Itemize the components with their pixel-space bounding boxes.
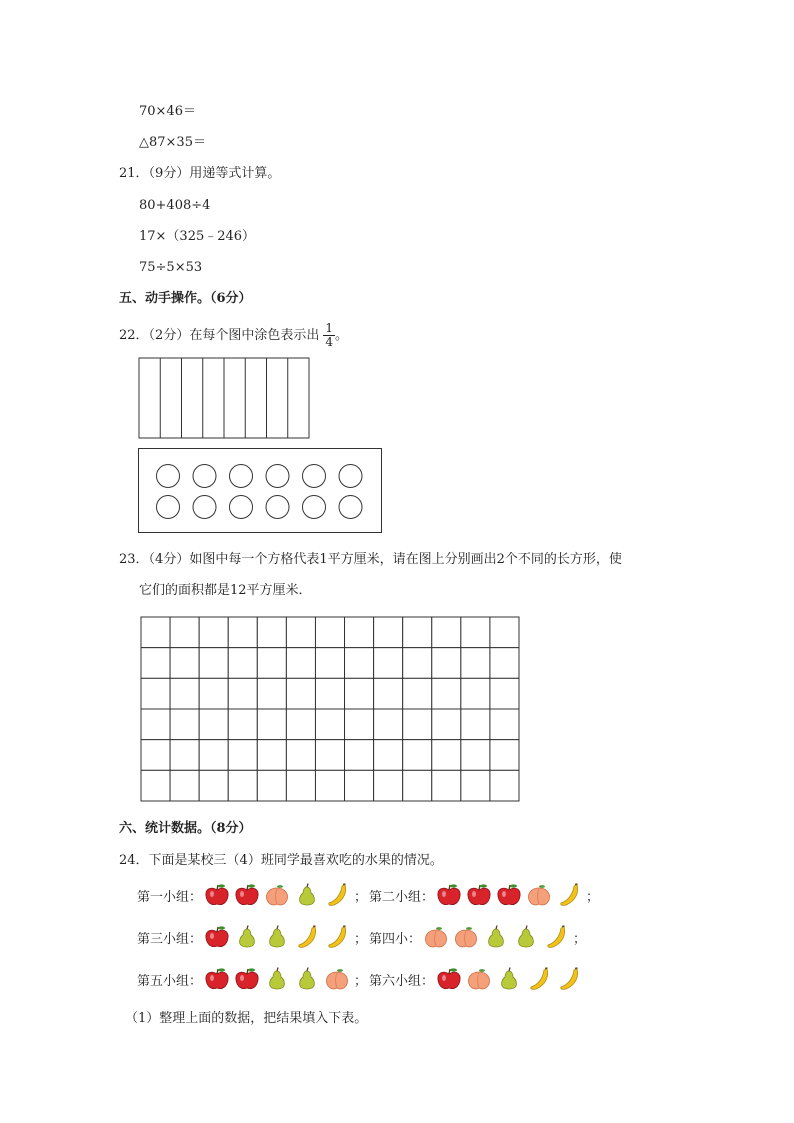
peach-leaf <box>466 927 472 930</box>
apple-body <box>438 972 460 988</box>
banana-icon-svg <box>292 924 322 950</box>
fruit-set <box>434 882 584 908</box>
apple-stem <box>217 927 218 932</box>
circles-svg <box>139 449 381 532</box>
grid-cell[interactable] <box>170 740 199 771</box>
banana-icon-svg <box>322 882 352 908</box>
grid-cell[interactable] <box>432 770 461 801</box>
pear-icon-svg <box>292 966 322 992</box>
grid-cell[interactable] <box>170 648 199 679</box>
pear-icon-svg <box>511 924 541 950</box>
grid-cell[interactable] <box>345 678 374 709</box>
group-label: 第五小组： <box>137 973 203 989</box>
grid-cell[interactable] <box>170 770 199 801</box>
apple-shine <box>442 891 446 897</box>
pear-stem <box>307 968 308 972</box>
apple-shine <box>210 933 214 939</box>
group-label: 第三小组： <box>137 931 203 947</box>
grid-cell[interactable] <box>141 678 170 709</box>
grid-cell[interactable] <box>490 678 519 709</box>
group-label: 第六小组： <box>369 973 435 989</box>
apple-body <box>438 888 460 904</box>
fraction-denominator: 4 <box>325 335 333 349</box>
grid-cell[interactable] <box>403 648 432 679</box>
pear-icon <box>481 924 511 950</box>
grid-cell[interactable] <box>490 617 519 648</box>
peach-icon-svg <box>322 966 352 992</box>
apple-leaf <box>218 884 225 887</box>
grid-cell[interactable] <box>432 709 461 740</box>
pear-icon <box>232 924 262 950</box>
peach-body <box>456 930 477 947</box>
peach-body <box>267 888 288 905</box>
grid-cell[interactable] <box>141 648 170 679</box>
peach-leaf <box>479 969 485 972</box>
grid-cell[interactable] <box>228 709 257 740</box>
question-22 <box>119 322 348 349</box>
peach-icon <box>524 882 554 908</box>
peach-leaf <box>337 969 343 972</box>
banana-body <box>329 927 346 947</box>
pear-icon <box>494 966 524 992</box>
apple-leaf <box>248 968 255 971</box>
banana-icon <box>322 882 352 908</box>
pear-body <box>489 929 504 947</box>
apple-icon-svg <box>232 882 262 908</box>
apple-icon <box>494 882 524 908</box>
banana-icon <box>524 966 554 992</box>
question-23-line-1: 23．（4分）如图中每一个方格代表1平方厘米，请在图上分别画出2个不同的长方形，使 <box>119 552 622 567</box>
peach-icon <box>262 882 292 908</box>
peach-icon-svg <box>451 924 481 950</box>
grid-cell[interactable] <box>141 617 170 648</box>
pear-icon <box>511 924 541 950</box>
question-24: 24．下面是某校三（4）班同学最喜欢吃的水果的情况。 <box>119 853 443 868</box>
grid-cell[interactable] <box>461 740 490 771</box>
grid-cell[interactable] <box>374 617 403 648</box>
circle-shape <box>339 496 362 519</box>
expression-75-div-5: 75÷5×53 <box>139 260 203 275</box>
grid-cell[interactable] <box>345 617 374 648</box>
grid-cell[interactable] <box>286 770 315 801</box>
pear-icon-svg <box>232 924 262 950</box>
pear-icon-svg <box>262 924 292 950</box>
grid-cell[interactable] <box>257 678 286 709</box>
grid-cell[interactable] <box>345 709 374 740</box>
fruit-set <box>421 924 571 950</box>
banana-icon-svg <box>322 924 352 950</box>
apple-icon <box>232 966 262 992</box>
grid-cell[interactable] <box>257 770 286 801</box>
pear-body <box>270 971 285 989</box>
apple-icon-svg <box>434 966 464 992</box>
banana-tip <box>575 884 578 885</box>
grid-cell[interactable] <box>403 770 432 801</box>
grid-cell[interactable] <box>141 740 170 771</box>
apple-stem <box>509 885 510 890</box>
apple-icon <box>464 882 494 908</box>
fraction-suffix: 。 <box>334 327 348 343</box>
apple-icon <box>202 966 232 992</box>
apple-icon <box>434 966 464 992</box>
grid-cell[interactable] <box>228 648 257 679</box>
grid-cell[interactable] <box>374 740 403 771</box>
pear-stem <box>277 968 278 972</box>
apple-leaf <box>450 884 457 887</box>
banana-icon-svg <box>554 882 584 908</box>
apple-stem <box>217 969 218 974</box>
square-grid[interactable] <box>140 616 521 803</box>
apple-stem <box>479 885 480 890</box>
apple-leaf <box>218 968 225 971</box>
grid-cell[interactable] <box>141 770 170 801</box>
banana-tip <box>343 884 346 885</box>
banana-tip <box>562 926 565 927</box>
apple-stem <box>247 885 248 890</box>
pear-icon-svg <box>292 882 322 908</box>
apple-body <box>206 888 228 904</box>
banana-body <box>329 885 346 905</box>
banana-body <box>548 927 565 947</box>
pear-stem <box>496 926 497 930</box>
group-separator: ； <box>354 889 368 905</box>
apple-icon-svg <box>494 882 524 908</box>
pear-stem <box>509 968 510 972</box>
apple-body <box>206 972 228 988</box>
grid-cell[interactable] <box>490 709 519 740</box>
pear-body <box>300 887 315 905</box>
pear-icon <box>292 966 322 992</box>
fruit-row-1 <box>137 882 601 908</box>
grid-cell[interactable] <box>228 678 257 709</box>
peach-body <box>469 972 490 989</box>
apple-body <box>236 972 258 988</box>
grid-cell[interactable] <box>374 709 403 740</box>
banana-icon <box>554 966 584 992</box>
circle-shape <box>157 496 180 519</box>
square-grid-svg[interactable] <box>140 616 521 803</box>
grid-cell[interactable] <box>170 678 199 709</box>
group-separator: ； <box>573 931 587 947</box>
circles-figure <box>138 448 382 533</box>
pear-stem <box>526 926 527 930</box>
peach-icon <box>322 966 352 992</box>
grid-cell[interactable] <box>315 709 344 740</box>
apple-stem <box>247 969 248 974</box>
banana-tip <box>545 968 548 969</box>
apple-shine <box>240 891 244 897</box>
banana-body <box>531 969 548 989</box>
banana-icon-svg <box>554 966 584 992</box>
apple-leaf <box>510 884 517 887</box>
strip-rectangle-figure <box>138 357 310 439</box>
apple-leaf <box>450 968 457 971</box>
circle-shape <box>266 465 289 488</box>
circle-shape <box>303 465 326 488</box>
apple-shine <box>210 975 214 981</box>
apple-stem <box>449 969 450 974</box>
apple-stem <box>449 885 450 890</box>
grid-cell[interactable] <box>461 709 490 740</box>
grid-cell[interactable] <box>286 648 315 679</box>
grid-cell[interactable] <box>286 709 315 740</box>
pear-body <box>519 929 534 947</box>
pear-icon <box>262 924 292 950</box>
apple-leaf <box>480 884 487 887</box>
grid-cell[interactable] <box>432 617 461 648</box>
apple-shine <box>502 891 506 897</box>
peach-icon <box>421 924 451 950</box>
group-separator: ； <box>354 931 368 947</box>
peach-icon <box>464 966 494 992</box>
apple-icon-svg <box>434 882 464 908</box>
apple-shine <box>210 891 214 897</box>
grid-cell[interactable] <box>141 709 170 740</box>
grid-cell[interactable] <box>461 617 490 648</box>
grid-cell[interactable] <box>374 770 403 801</box>
pear-stem <box>277 926 278 930</box>
grid-cell[interactable] <box>461 648 490 679</box>
apple-body <box>468 888 490 904</box>
grid-cell[interactable] <box>432 678 461 709</box>
apple-shine <box>240 975 244 981</box>
expression-17-times: 17×（325﹣246） <box>139 229 256 244</box>
circle-shape <box>157 465 180 488</box>
peach-body <box>327 972 348 989</box>
apple-body <box>206 930 228 946</box>
grid-cell[interactable] <box>199 740 228 771</box>
circle-shape <box>230 496 253 519</box>
section-five-heading: 五、动手操作。（6分） <box>119 291 252 306</box>
grid-cell[interactable] <box>374 648 403 679</box>
pear-stem <box>307 884 308 888</box>
expression-70x46: 70×46＝ <box>139 104 196 119</box>
group-label: 第二小组： <box>369 889 435 905</box>
peach-body <box>529 888 550 905</box>
apple-icon-svg <box>232 966 262 992</box>
grid-cell[interactable] <box>345 770 374 801</box>
circle-shape <box>193 465 216 488</box>
expression-87x35: △87×35＝ <box>139 135 206 150</box>
grid-cell[interactable] <box>170 617 199 648</box>
apple-stem <box>217 885 218 890</box>
peach-body <box>426 930 447 947</box>
group-label: 第四小： <box>369 931 422 947</box>
banana-icon <box>292 924 322 950</box>
grid-cell[interactable] <box>199 617 228 648</box>
circle-shape <box>193 496 216 519</box>
grid-cell[interactable] <box>374 678 403 709</box>
circle-shape <box>303 496 326 519</box>
banana-body <box>561 885 578 905</box>
apple-body <box>236 888 258 904</box>
pear-body <box>270 929 285 947</box>
grid-cell[interactable] <box>257 648 286 679</box>
banana-icon-svg <box>524 966 554 992</box>
grid-cell[interactable] <box>257 740 286 771</box>
grid-cell[interactable] <box>403 617 432 648</box>
fruit-set <box>434 966 584 992</box>
peach-icon-svg <box>421 924 451 950</box>
fruit-set <box>202 882 352 908</box>
grid-cell[interactable] <box>199 648 228 679</box>
subquestion-1: （1）整理上面的数据，把结果填入下表。 <box>125 1011 368 1026</box>
fraction-numerator: 1 <box>325 321 333 335</box>
peach-icon <box>451 924 481 950</box>
question-23-line-2: 它们的面积都是12平方厘米． <box>139 583 312 598</box>
grid-cell[interactable] <box>170 709 199 740</box>
grid-cell[interactable] <box>490 648 519 679</box>
grid-cell[interactable] <box>432 648 461 679</box>
banana-icon <box>541 924 571 950</box>
banana-tip <box>575 968 578 969</box>
banana-icon-svg <box>541 924 571 950</box>
apple-icon-svg <box>202 966 232 992</box>
grid-cell[interactable] <box>345 740 374 771</box>
question-21: 21．（9分）用递等式计算。 <box>119 166 281 181</box>
grid-cell[interactable] <box>315 678 344 709</box>
grid-cell[interactable] <box>228 740 257 771</box>
grid-cell[interactable] <box>315 648 344 679</box>
apple-icon <box>232 882 262 908</box>
banana-tip <box>313 926 316 927</box>
grid-cell[interactable] <box>345 648 374 679</box>
peach-icon-svg <box>464 966 494 992</box>
grid-cell[interactable] <box>315 617 344 648</box>
pear-body <box>300 971 315 989</box>
grid-cell[interactable] <box>257 617 286 648</box>
grid-cell[interactable] <box>228 617 257 648</box>
pear-stem <box>247 926 248 930</box>
grid-cell[interactable] <box>461 678 490 709</box>
pear-icon-svg <box>262 966 292 992</box>
grid-cell[interactable] <box>199 709 228 740</box>
apple-body <box>498 888 520 904</box>
fruit-set <box>202 966 352 992</box>
grid-cell[interactable] <box>490 770 519 801</box>
pear-icon-svg <box>494 966 524 992</box>
grid-cell[interactable] <box>461 770 490 801</box>
grid-cell[interactable] <box>286 678 315 709</box>
circle-shape <box>266 496 289 519</box>
apple-icon <box>202 882 232 908</box>
apple-shine <box>442 975 446 981</box>
grid-cell[interactable] <box>403 740 432 771</box>
grid-cell[interactable] <box>432 740 461 771</box>
peach-leaf <box>539 885 545 888</box>
pear-icon-svg <box>481 924 511 950</box>
fruit-row-2 <box>137 924 588 950</box>
circle-shape <box>230 465 253 488</box>
question-22-text: 22．（2分）在每个图中涂色表示出 <box>119 327 320 343</box>
grid-cell[interactable] <box>199 678 228 709</box>
grid-cell[interactable] <box>403 678 432 709</box>
banana-body <box>561 969 578 989</box>
section-six-heading: 六、统计数据。（8分） <box>119 821 252 836</box>
pear-icon <box>262 966 292 992</box>
banana-icon <box>322 924 352 950</box>
apple-icon-svg <box>202 882 232 908</box>
grid-cell[interactable] <box>199 770 228 801</box>
pear-icon <box>292 882 322 908</box>
grid-cell[interactable] <box>403 709 432 740</box>
grid-cell[interactable] <box>315 770 344 801</box>
apple-leaf <box>248 884 255 887</box>
grid-cell[interactable] <box>490 740 519 771</box>
apple-icon-svg <box>202 924 232 950</box>
peach-leaf <box>436 927 442 930</box>
apple-icon <box>202 924 232 950</box>
circle-shape <box>339 465 362 488</box>
peach-icon-svg <box>262 882 292 908</box>
grid-cell[interactable] <box>286 617 315 648</box>
banana-body <box>299 927 316 947</box>
peach-icon-svg <box>524 882 554 908</box>
grid-cell[interactable] <box>286 740 315 771</box>
group-label: 第一小组： <box>137 889 203 905</box>
group-separator: ； <box>586 889 600 905</box>
fruit-set <box>202 924 352 950</box>
fruit-row-3 <box>137 966 584 992</box>
grid-cell[interactable] <box>257 709 286 740</box>
apple-shine <box>472 891 476 897</box>
pear-body <box>502 971 517 989</box>
banana-tip <box>343 926 346 927</box>
group-separator: ； <box>354 973 368 989</box>
pear-body <box>240 929 255 947</box>
fraction-one-quarter <box>323 322 335 349</box>
strip-rectangle-svg <box>138 357 310 439</box>
banana-icon <box>554 882 584 908</box>
expression-80-plus-408: 80+408÷4 <box>139 198 211 213</box>
peach-leaf <box>277 885 283 888</box>
apple-icon-svg <box>464 882 494 908</box>
grid-cell[interactable] <box>315 740 344 771</box>
grid-cell[interactable] <box>228 770 257 801</box>
apple-icon <box>434 882 464 908</box>
apple-leaf <box>218 926 225 929</box>
